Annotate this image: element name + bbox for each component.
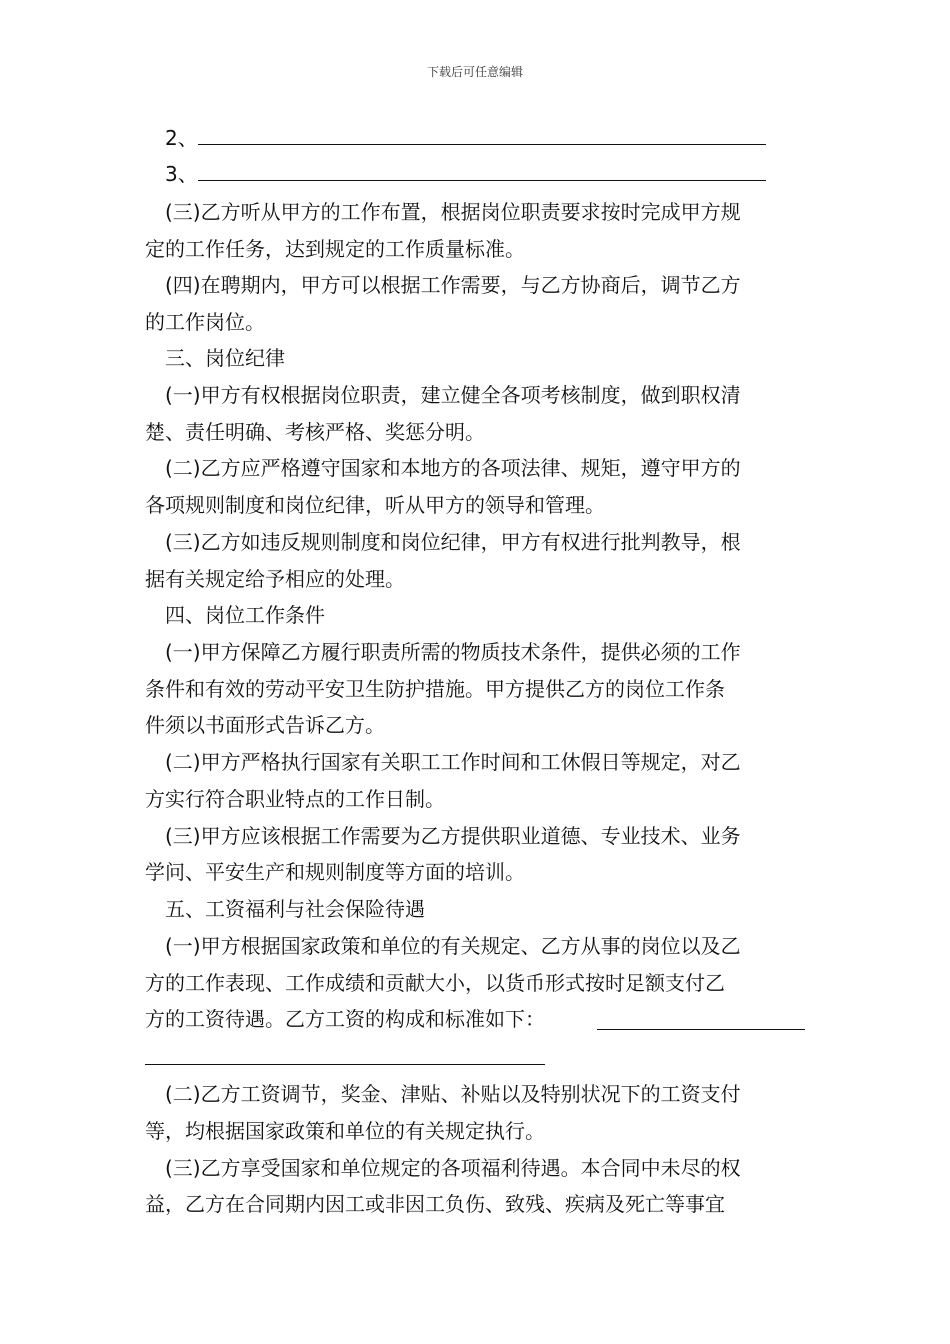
section-heading: 四、岗位工作条件 [165, 603, 325, 627]
paragraph-line: (三)乙方如违反规则制度和岗位纪律，甲方有权进行批判教导，根 [165, 530, 741, 554]
paragraph-line: 定的工作任务，达到规定的工作质量标准。 [145, 237, 525, 261]
fill-in-blank [145, 1064, 545, 1065]
paragraph-line: (二)乙方应严格遵守国家和本地方的各项法律、规矩，遵守甲方的 [165, 456, 741, 480]
section-heading: 三、岗位纪律 [165, 346, 285, 370]
section-heading: 五、工资福利与社会保险待遇 [165, 897, 425, 921]
paragraph-line: (四)在聘期内，甲方可以根据工作需要，与乙方协商后，调节乙方 [165, 273, 741, 297]
paragraph-line: (一)甲方保障乙方履行职责所需的物质技术条件，提供必须的工作 [165, 640, 741, 664]
paragraph-line: (一)甲方根据国家政策和单位的有关规定、乙方从事的岗位以及乙 [165, 934, 741, 958]
blank-item-3 [165, 160, 766, 188]
paragraph-line: 方的工作表现、工作成绩和贡献大小，以货币形式按时足额支付乙 [145, 971, 725, 995]
item-number: 3、 [165, 162, 198, 186]
paragraph-line: 学问、平安生产和规则制度等方面的培训。 [145, 860, 525, 884]
fill-in-blank [198, 162, 766, 181]
paragraph-line: 益，乙方在合同期内因工或非因工负伤、致残、疾病及死亡等事宜 [145, 1192, 725, 1216]
paragraph-line: (二)乙方工资调节，奖金、津贴、补贴以及特别状况下的工资支付 [165, 1082, 741, 1106]
paragraph-line: 据有关规定给予相应的处理。 [145, 567, 405, 591]
paragraph-line: 方的工资待遇。乙方工资的构成和标准如下： [145, 1007, 545, 1031]
item-number: 2、 [165, 126, 198, 150]
fill-in-blank [597, 1029, 805, 1030]
paragraph-line: (三)甲方应该根据工作需要为乙方提供职业道德、专业技术、业务 [165, 824, 741, 848]
page-header: 下载后可任意编辑 [426, 65, 523, 79]
paragraph-line: 方实行符合职业特点的工作日制。 [145, 787, 445, 811]
paragraph-line: (二)甲方严格执行国家有关职工工作时间和工休假日等规定，对乙 [165, 750, 741, 774]
paragraph-line: 条件和有效的劳动平安卫生防护措施。甲方提供乙方的岗位工作条 [145, 677, 725, 701]
paragraph-line: (三)乙方享受国家和单位规定的各项福利待遇。本合同中未尽的权 [165, 1156, 741, 1180]
paragraph-line: 的工作岗位。 [145, 310, 265, 334]
paragraph-line: 楚、责任明确、考核严格、奖惩分明。 [145, 420, 485, 444]
paragraph-line: 各项规则制度和岗位纪律，听从甲方的领导和管理。 [145, 493, 605, 517]
paragraph-line: 件须以书面形式告诉乙方。 [145, 713, 385, 737]
paragraph-line: (一)甲方有权根据岗位职责，建立健全各项考核制度，做到职权清 [165, 383, 741, 407]
paragraph-line: (三)乙方听从甲方的工作布置，根据岗位职责要求按时完成甲方规 [165, 200, 741, 224]
fill-in-blank [198, 126, 766, 145]
paragraph-line: 等，均根据国家政策和单位的有关规定执行。 [145, 1119, 545, 1143]
blank-item-2 [165, 124, 766, 152]
